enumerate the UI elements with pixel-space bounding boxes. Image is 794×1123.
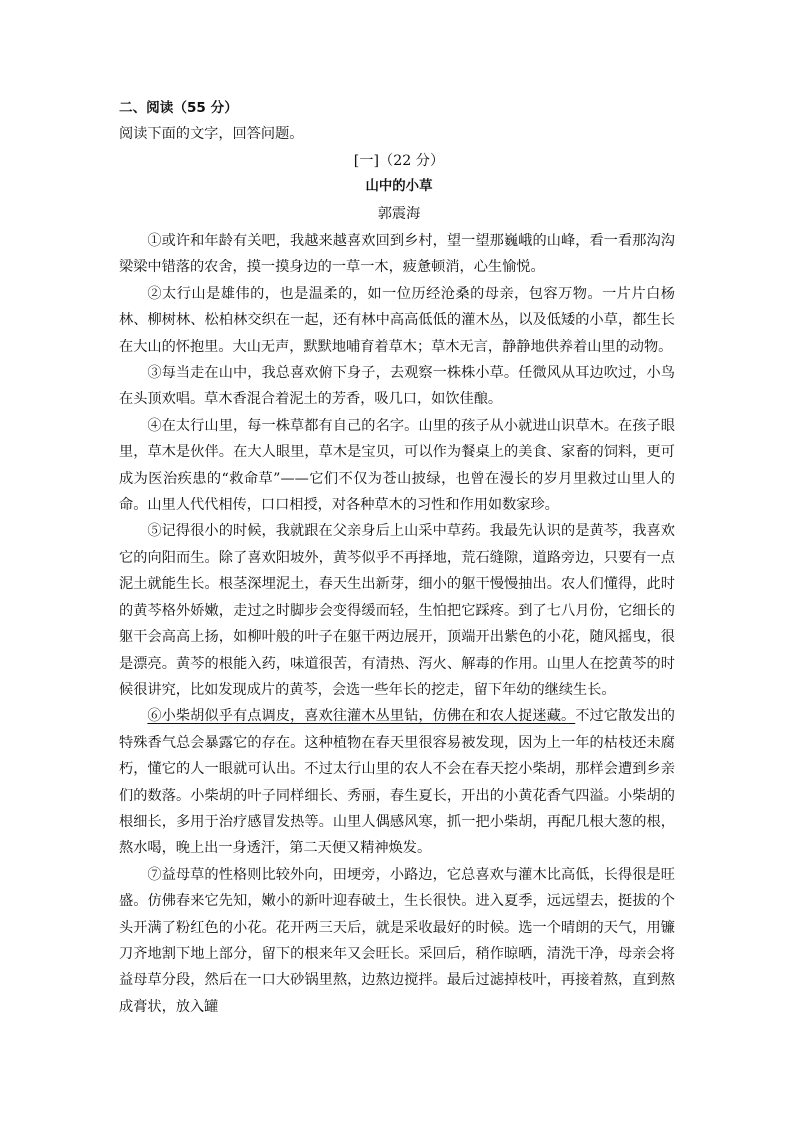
underlined-sentence: ⑥小柴胡似乎有点调皮，喜欢往灌木丛里钻，仿佛在和农人捉迷藏。 bbox=[147, 708, 576, 725]
paragraph-2: ②太行山是雄伟的，也是温柔的，如一位历经沧桑的母亲，包容万物。一片片白杨林、柳树林、松柏林交织在一起，还有林中高高低低的灌木丛，以及低矮的小草，都生长在大山的怀抱里。大山无声，默默地哺育着草木；草木无言，静静地供养着山里的动物。 bbox=[119, 285, 675, 355]
paragraph-5: ⑤记得很小的时候，我就跟在父亲身后上山采中草药。我最先认识的是黄芩，我喜欢它的向阳而生。除了喜欢阳坡外，黄芩似乎不再择地，荒石缝隙，道路旁边，只要有一点泥土就能生长。根茎深埋泥土，春天生出新芽，细小的躯干慢慢抽出。农人们懂得，此时的黄芩格外娇嫩，走过之时脚步会变得缓而轻，生怕把它踩疼。到了七八月份，它细长的躯干会高高上扬，如柳叶般的叶子在躯干两边展开，顶端开出紫色的小花，随风摇曳，很是漂亮。黄芩的根能入药，味道很苦，有清热、泻火、解毒的作用。山里人在挖黄芩的时候很讲究，比如发现成片的黄芩，会选一些年长的挖走，留下年幼的继续生长。 bbox=[119, 523, 675, 698]
paragraph-4: ④在太行山里，每一株草都有自己的名字。山里的孩子从小就进山识草木。在孩子眼里，草木是伙伴。在大人眼里，草木是宝贝，可以作为餐桌上的美食、家畜的饲料，更可成为医治疾患的“救命草”——它们不仅为苍山披绿，也曾在漫长的岁月里救过山里人的命。山里人代代相传，口口相授，对各种草木的习性和作用如数家珍。 bbox=[119, 417, 675, 514]
section-heading: 二、阅读（55 分） bbox=[119, 100, 238, 116]
essay-title: 山中的小草 bbox=[365, 179, 433, 194]
paragraph-1: ①或许和年龄有关吧，我越来越喜欢回到乡村，望一望那巍峨的山峰，看一看那沟沟梁梁中错落的农舍，摸一摸身边的一草一木，疲惫顿消，心生愉悦。 bbox=[119, 233, 675, 276]
author-name: 郭震海 bbox=[377, 206, 421, 222]
part-label: [一]（22 分） bbox=[353, 153, 445, 169]
essay-body bbox=[119, 228, 675, 1020]
paragraph-6-rest: 不过它散发出的特殊香气总会暴露它的存在。这种植物在春天里很容易被发现，因为上一年的枯枝还未腐朽，懂它的人一眼就可认出。不过太行山里的农人不会在春天挖小柴胡，那样会遭到乡亲们的数落。小柴胡的叶子同样细长、秀丽，春生夏长，开出的小黄花香气四溢。小柴胡的根细长，多用于治疗感冒发热等。山里人偶感风寒，抓一把小柴胡，再配几根大葱的根，熬水喝，晚上出一身透汗，第二天便又精神焕发。 bbox=[119, 708, 675, 857]
paragraph-3: ③每当走在山中，我总喜欢俯下身子，去观察一株株小草。任微风从耳边吹过，小鸟在头顶欢唱。草木香混合着泥土的芳香，吸几口，如饮佳酿。 bbox=[119, 365, 675, 408]
paragraph-6 bbox=[119, 703, 675, 861]
paragraph-7: ⑦益母草的性格则比较外向，田埂旁，小路边，它总喜欢与灌木比高低，长得很是旺盛。仿佛春来它先知，嫩小的新叶迎春破土，生长很快。进入夏季，远远望去，挺拔的个头开满了粉红色的小花。花开两三天后，就是采收最好的时候。选一个晴朗的天气，用镰刀齐地割下地上部分，留下的根来年又会旺长。采回后，稍作晾晒，清洗干净，母亲会将益母草分段，然后在一口大砂锅里熬，边熬边搅拌。最后过滤掉枝叶，再接着熬，直到熬成膏状，放入罐 bbox=[119, 866, 675, 1015]
reading-instruction: 阅读下面的文字，回答问题。 bbox=[119, 126, 304, 142]
